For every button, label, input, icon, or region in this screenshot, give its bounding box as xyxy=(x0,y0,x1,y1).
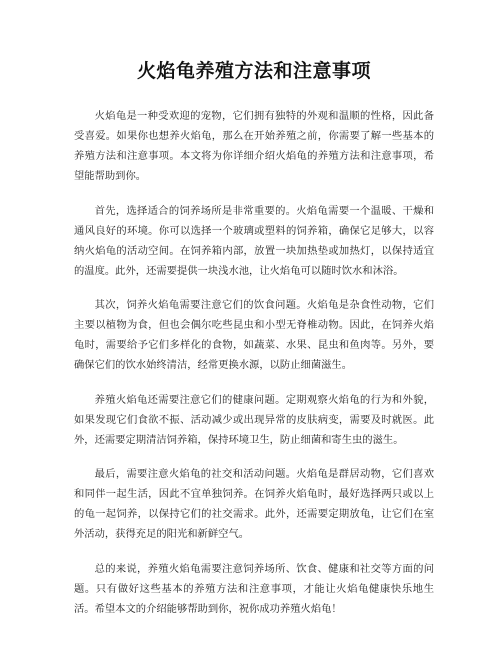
document-title: 火焰龟养殖方法和注意事项 xyxy=(136,60,371,82)
paragraph-intro: 火焰龟是一种受欢迎的宠物，它们拥有独特的外观和温顺的性格，因此备受喜爱。如果你也想养火焰龟，那么在开始养殖之前，你需要了解一些基本的养殖方法和注意事项。本文将为你详细介绍火焰龟的养殖方法和注意事项，希望能帮助到你。 xyxy=(74,110,434,182)
paragraph-health: 养殖火焰龟还需要注意它们的健康问题。定期观察火焰龟的行为和外貌，如果发现它们食欲不振、活动减少或出现异常的皮肤病变，需要及时就医。此外，还需要定期清洁饲养箱，保持环境卫生，防止细菌和寄生虫的滋生。 xyxy=(74,393,434,446)
paragraph-habitat: 首先，选择适合的饲养场所是非常重要的。火焰龟需要一个温暖、干燥和通风良好的环境。你可以选择一个玻璃或塑料的饲养箱，确保它足够大，以容纳火焰龟的活动空间。在饲养箱内部，放置一块加热垫或加热灯，以保持适宜的温度。此外，还需要提供一块浅水池，让火焰龟可以随时饮水和沐浴。 xyxy=(74,204,434,277)
paragraph-conclusion: 总的来说，养殖火焰龟需要注意饲养场所、饮食、健康和社交等方面的问题。只有做好这些基本的养殖方法和注意事项，才能让火焰龟健康快乐地生活。希望本文的介绍能够帮助到你，祝你成功养殖火焰龟！ xyxy=(74,562,434,615)
paragraph-social: 最后，需要注意火焰龟的社交和活动问题。火焰龟是群居动物，它们喜欢和同伴一起生活，因此不宜单独饲养。在饲养火焰龟时，最好选择两只或以上的龟一起饲养，以保持它们的社交需求。此外，还需要定期放龟，让它们在室外活动，获得充足的阳光和新鲜空气。 xyxy=(74,468,434,540)
paragraph-diet: 其次，饲养火焰龟需要注意它们的饮食问题。火焰龟是杂食性动物，它们主要以植物为食，但也会偶尔吃些昆虫和小型无脊椎动物。因此，在饲养火焰龟时，需要给予它们多样化的食物，如蔬菜、水果、昆虫和鱼肉等。另外，要确保它们的饮水始终清洁，经常更换水源，以防止细菌滋生。 xyxy=(74,299,434,371)
